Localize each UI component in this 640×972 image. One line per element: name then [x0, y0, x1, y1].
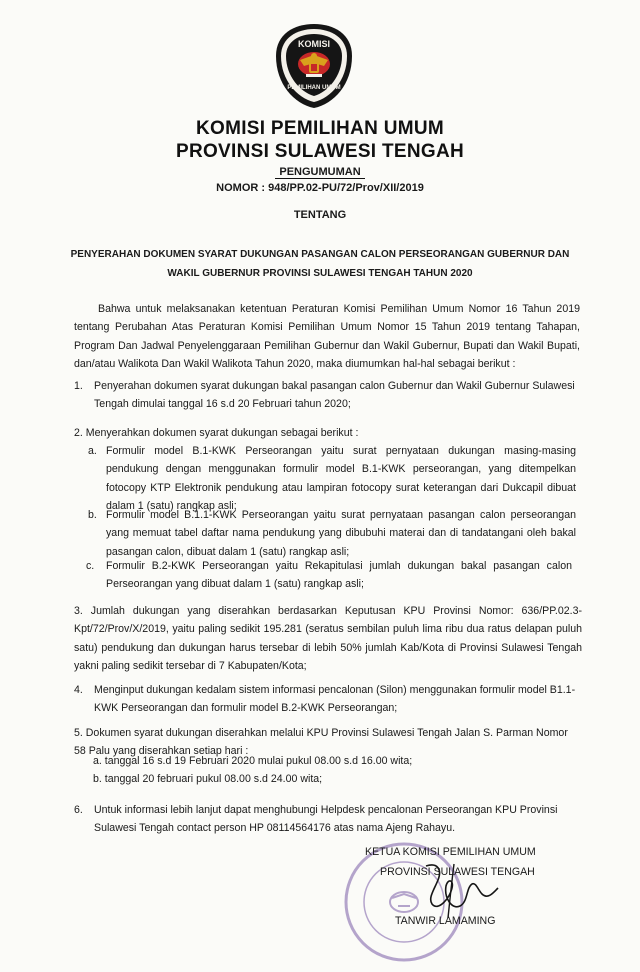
handwritten-signature-icon — [408, 858, 508, 922]
signature-title-line-2: PROVINSI SULAWESI TENGAH — [380, 866, 535, 878]
logo-top-text: KOMISI — [297, 39, 331, 49]
item-4-number: 4. — [74, 684, 83, 696]
header-line-2: PROVINSI SULAWESI TENGAH — [175, 141, 464, 162]
subject-line-2: WAKIL GUBERNUR PROVINSI SULAWESI TENGAH TAHUN 2020 — [167, 268, 473, 279]
item-2a-label: a. — [88, 445, 97, 457]
intro-paragraph: Bahwa untuk melaksanakan ketentuan Peraturan Komisi Pemilihan Umum Nomor 16 Tahun 2019 tentang Perubahan Atas Peraturan Komisi Pemilihan Umum Nomor 15 Tahun 2019 tentang Tahapan, Program Dan Jadwal Penyelenggaraan Pemilihan Gubernur dan Wakil Gubernur, Bupati dan Wakil Bupati, dan/atau Walikota Dan Wakil Walikota Tahun 2020, maka diumumkan hal-hal sebagai berikut : — [74, 303, 580, 371]
item-2c-text: Formulir B.2-KWK Perseorangan yaitu Rekapitulasi jumlah dukungan bakal pasangan calon Perseorangan yang dibuat dalam 1 (satu) rangkap asli; — [106, 560, 572, 591]
item-6-text: Untuk informasi lebih lanjut dapat menghubungi Helpdesk pencalonan Perseorangan KPU Provinsi Sulawesi Tengah contact person HP 08114564176 atas nama Ajeng Rahayu. — [94, 804, 558, 835]
item-2-text: 2. Menyerahkan dokumen syarat dukungan sebagai berikut : — [74, 427, 359, 439]
item-2a-text: Formulir model B.1-KWK Perseorangan yaitu surat pernyataan dukungan masing-masing pendukung dengan menggunakan formulir model B.1-KWK perseorangan, yang ditempelkan fotocopy KTP Elektronik pendukung atau lampiran fotocopy surat keterangan dari Dukcapil dibuat dalam 1 (satu) rangkap asli; — [106, 445, 576, 513]
item-3-text: 3. Jumlah dukungan yang diserahkan berdasarkan Keputusan KPU Provinsi Nomor: 636/PP.02.3-Kpt/72/Prov/X/2019, yaitu paling sedikit 195.281 (seratus sembilan puluh lima ribu dua ratus delapan puluh satu) pendukung dan dukungan harus tersebar di lebih 50% jumlah Kab/Kota di Provinsi Sulawesi Tengah yakni paling sedikit tersebar di 7 Kabupaten/Kota; — [74, 605, 582, 673]
header-line-1: KOMISI PEMILIHAN UMUM — [195, 118, 444, 139]
signature-title-line-1: KETUA KOMISI PEMILIHAN UMUM — [365, 846, 536, 858]
item-4-text: Menginput dukungan kedalam sistem informasi pencalonan (Silon) menggunakan formulir model B1.1-KWK Perseorangan dan formulir model B.2-KWK Perseorangan; — [94, 684, 576, 715]
item-2b-text: Formulir model B.1.1-KWK Perseorangan yaitu surat pernyataan pasangan calon perseorangan yang memuat tabel daftar nama pendukung yang dibubuhi materai dan di tandatangani oleh bakal pasangan calon, dibuat dalam 1 (satu) rangkap asli; — [106, 509, 576, 558]
kpu-logo — [272, 22, 356, 110]
item-5-schedule — [93, 752, 573, 789]
item-6-number: 6. — [74, 804, 83, 816]
subject-heading — [70, 245, 570, 283]
signatory-name: TANWIR LAMAMING — [395, 915, 496, 927]
item-1-number: 1. — [74, 380, 83, 392]
item-1-text: Penyerahan dokumen syarat dukungan bakal pasangan calon Gubernur dan Wakil Gubernur Sulawesi Tengah dimulai tanggal 16 s.d 20 Februari tahun 2020; — [94, 380, 575, 411]
subject-line-1: PENYERAHAN DOKUMEN SYARAT DUKUNGAN PASANGAN CALON PERSEORANGAN GUBERNUR DAN — [70, 249, 570, 260]
item-5-text: 5. Dokumen syarat dukungan diserahkan melalui KPU Provinsi Sulawesi Tengah Jalan S. Parman Nomor 58 Palu yang diserahkan setiap hari : — [74, 727, 568, 758]
announcement-label-text: PENGUMUMAN — [275, 166, 364, 179]
item-5b-text: b. tanggal 20 februari pukul 08.00 s.d 24.00 wita; — [93, 773, 323, 786]
item-2c-label: c. — [86, 560, 95, 572]
announcement-number: NOMOR : 948/PP.02-PU/72/Prov/XII/2019 — [216, 182, 424, 194]
item-5a-text: a. tanggal 16 s.d 19 Februari 2020 mulai pukul 08.00 s.d 16.00 wita; — [93, 755, 413, 767]
logo-bottom-text: PEMILIHAN UMUM — [287, 85, 341, 91]
announcement-label — [0, 166, 640, 178]
item-2b-label: b. — [88, 509, 97, 521]
tentang-heading: TENTANG — [293, 209, 347, 221]
